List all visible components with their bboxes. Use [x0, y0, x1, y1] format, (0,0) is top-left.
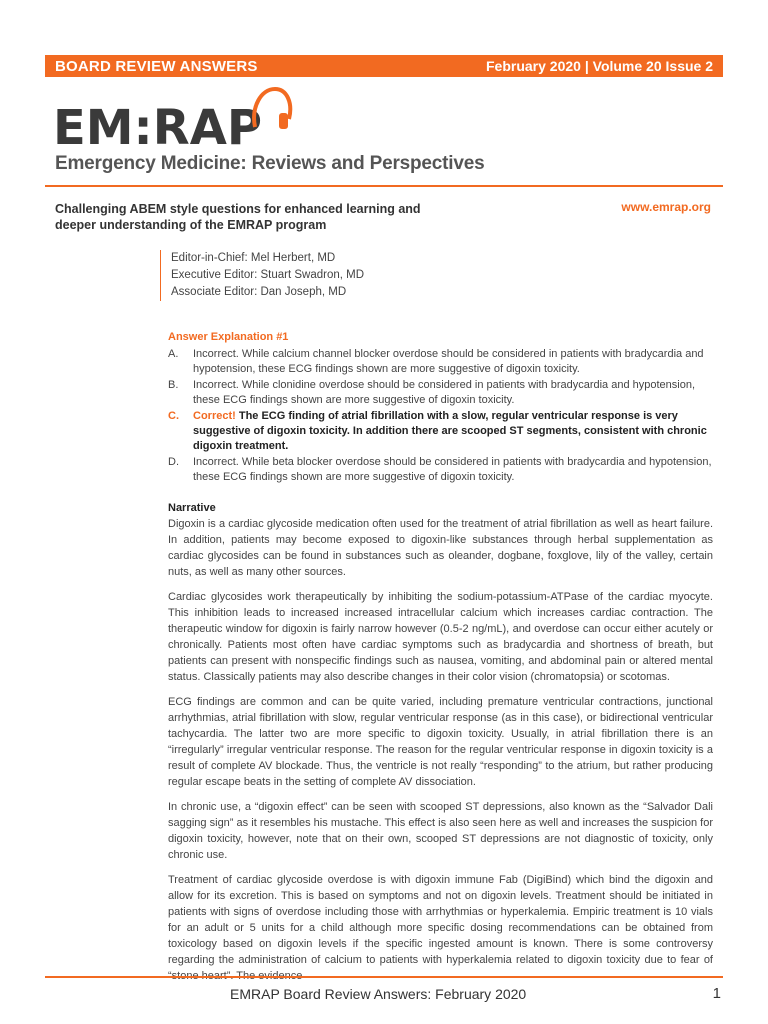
section-label: BOARD REVIEW ANSWERS: [55, 57, 258, 75]
narrative-section: [168, 500, 713, 993]
bottom-divider: [45, 976, 723, 978]
option-letter: C.: [168, 410, 179, 422]
executive-editor: Executive Editor: Stuart Swadron, MD: [171, 269, 365, 281]
narrative-paragraph: ECG findings are common and can be quite varied, including premature ventricular contractions, junctional arrhythmias, atrial fibrillation with slow, regular ventricular response (as in this case), or bidirectional ventricular tachycardia. The latter two are more specific to digoxin toxicity. Usually, in atrial fibrillation there is an “irregularly” irregular ventricular response. The reason for the regular ventricular response in digoxin toxicity is a result of complete AV blockade. Thus, the ventricle is not really “responding” to the atrium, but rather producing regular escape beats in the setting of complete AV dissociation.: [168, 696, 713, 788]
option-text-wrapper: [193, 409, 713, 454]
answer-option-b: [168, 378, 713, 408]
option-text: Incorrect. While calcium channel blocker overdose should be considered in patients with bradycardia and hypotension, these ECG findings shown are more suggestive of digoxin toxicity.: [193, 348, 704, 375]
logo-text: EM:RAP: [53, 100, 263, 156]
associate-editor: Associate Editor: Dan Joseph, MD: [171, 286, 347, 298]
website-link[interactable]: www.emrap.org: [621, 200, 711, 214]
option-letter: B.: [168, 379, 179, 391]
publication-subtitle: Emergency Medicine: Reviews and Perspectives: [55, 153, 485, 174]
narrative-paragraph: In chronic use, a “digoxin effect” can be seen with scooped ST depressions, also known as the “Salvador Dali sagging sign” as it resembles his mustache. This effect is also seen here as well and increases the suspicion for digoxin toxicity, however, note that on their own, scooped ST depressions are not diagnostic of toxicity, only chronic use.: [168, 801, 713, 861]
header-bar: [45, 55, 723, 77]
answer-option-a: [168, 347, 713, 377]
narrative-title: Narrative: [168, 502, 216, 514]
top-divider: [45, 185, 723, 187]
tagline: Challenging ABEM style questions for enhanced learning and deeper understanding of the EMRAP program: [55, 202, 421, 232]
issue-label: February 2020 | Volume 20 Issue 2: [486, 58, 713, 74]
footer-text: EMRAP Board Review Answers: February 2020: [230, 986, 527, 1002]
answer-option-d: [168, 455, 713, 485]
option-letter: A.: [168, 348, 179, 360]
headphones-icon: [249, 83, 293, 143]
editor-in-chief: Editor-in-Chief: Mel Herbert, MD: [171, 252, 336, 264]
answer-option-c: [168, 409, 713, 454]
page-number: 1: [712, 985, 721, 1002]
narrative-paragraph: Cardiac glycosides work therapeutically by inhibiting the sodium-potassium-ATPase of the cardiac myocyte. This inhibition leads to increased increased intracellular calcium which increases cardiac contraction. The therapeutic window for digoxin is fairly narrow however (0.5-2 ng/mL), and overdose can occur either acutely or chronically. Patients most often have cardiac symptoms such as bradycardia and shortness of breath, but patients can present with nonspecific findings such as nausea, vomiting, and abdominal pain or altered mental status. Classically patients may also describe changes in their color vision (chromatopsia) or scotomas.: [168, 591, 713, 683]
narrative-paragraph: Treatment of cardiac glycoside overdose is with digoxin immune Fab (DigiBind) which bind the digoxin and allow for its excretion. This is based on symptoms and not on digoxin levels. Treatment should be initiated in patients with signs of overdose including those with arrhythmias or hyperkalemia. Empiric treatment is 10 vials for an adult or 5 units for a child although more specific dosing recommendations can be obtained from toxicology based on digoxin levels if the specific ingested amount is known. There is some controversy regarding the administration of calcium to patients with hyperkalemia related to digoxin toxicity due to fear of: [168, 874, 713, 966]
editors-block: [160, 250, 364, 301]
correct-label: Correct!: [193, 410, 236, 422]
option-letter: D.: [168, 456, 179, 468]
emrap-logo: [53, 100, 293, 156]
narrative-paragraph: Digoxin is a cardiac glycoside medication often used for the treatment of atrial fibrillation as well as heart failure. In addition, patients may become exposed to digoxin-like substances through herbal supplementation as cardiac glycosides can be found in substances such as oleander, dogbane, foxglove, lily of the valley, certain nuts, as well as many other sources.: [168, 518, 713, 578]
answer-title: Answer Explanation #1: [168, 331, 289, 343]
option-text: Incorrect. While clonidine overdose should be considered in patients with bradycardia and hypotension, these ECG findings shown are more suggestive of digoxin toxicity.: [193, 379, 696, 406]
option-text: The ECG finding of atrial fibrillation with a slow, regular ventricular response is very suggestive of digoxin toxicity. In addition there are scooped ST segments, consistent with chronic digoxin treatment.: [193, 410, 707, 452]
option-text: Incorrect. While beta blocker overdose should be considered in patients with bradycardia and hypotension, these ECG findings shown are more suggestive of digoxin toxicity.: [193, 456, 712, 483]
answer-explanation: [168, 330, 713, 486]
